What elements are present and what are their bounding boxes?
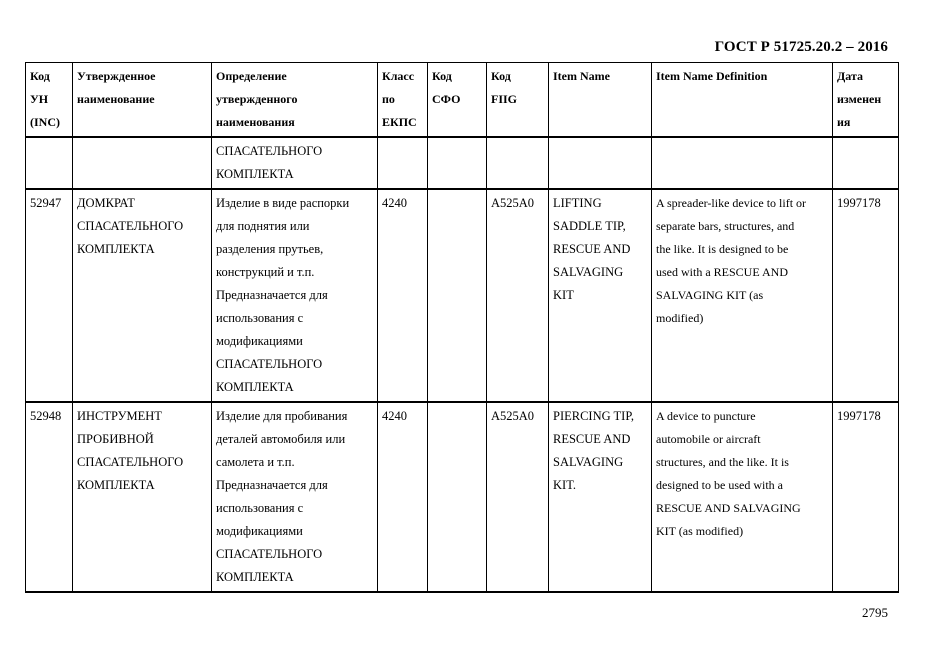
cell-item-name: LIFTING SADDLE TIP, RESCUE AND SALVAGING KIT xyxy=(549,189,652,402)
column-header-inc: Код УН (INC) xyxy=(26,63,73,138)
cell-approved-name: ДОМКРАТ СПАСАТЕЛЬНОГО КОМПЛЕКТА xyxy=(73,189,212,402)
column-header-approved-name: Утвержденное наименование xyxy=(73,63,212,138)
table-row xyxy=(26,189,899,402)
page-number: 2795 xyxy=(862,605,888,620)
cell-sfo xyxy=(428,402,487,592)
cell-item-name-definition: A device to puncture automobile or aircraft structures, and the like. It is designed to be used with a RESCUE AND SALVAGING KIT (as modified) xyxy=(652,402,833,592)
cell-inc: 52947 xyxy=(26,189,73,402)
cell-fiig: A525A0 xyxy=(487,402,549,592)
cell-date: 1997178 xyxy=(833,189,899,402)
cell-item-name-definition: A spreader-like device to lift or separate bars, structures, and the like. It is designed to be used with a RESCUE AND SALVAGING KIT (as modified) xyxy=(652,189,833,402)
document-header: ГОСТ Р 51725.20.2 – 2016 xyxy=(714,39,888,55)
cell-date: 1997178 xyxy=(833,402,899,592)
column-header-fiig: Код FIIG xyxy=(487,63,549,138)
cell-definition-ru: Изделие для пробивания деталей автомобиля или самолета и т.п. Предназначается для использования с модификациями СПАСАТЕЛЬНОГО КОМПЛЕКТА xyxy=(212,402,378,592)
column-header-sfo: Код СФО xyxy=(428,63,487,138)
table-row-continuation xyxy=(26,137,899,189)
cell-fiig: A525A0 xyxy=(487,189,549,402)
cell-inc: 52948 xyxy=(26,402,73,592)
column-header-date: Дата изменен ия xyxy=(833,63,899,138)
table-header-row xyxy=(26,63,899,138)
cell-class: 4240 xyxy=(378,402,428,592)
column-header-item-name-definition: Item Name Definition xyxy=(652,63,833,138)
cell-sfo xyxy=(428,189,487,402)
cell-definition-ru: Изделие в виде распорки для поднятия или разделения прутьев, конструкций и т.п. Предназначается для использования с модификациями СПАСАТЕЛЬНОГО КОМПЛЕКТА xyxy=(212,189,378,402)
cell-definition-ru: СПАСАТЕЛЬНОГО КОМПЛЕКТА xyxy=(212,137,378,189)
column-header-class: Класс по ЕКПС xyxy=(378,63,428,138)
classifier-table xyxy=(25,62,899,593)
cell-class: 4240 xyxy=(378,189,428,402)
column-header-definition-ru: Определение утвержденного наименования xyxy=(212,63,378,138)
cell-approved-name: ИНСТРУМЕНТ ПРОБИВНОЙ СПАСАТЕЛЬНОГО КОМПЛЕКТА xyxy=(73,402,212,592)
column-header-item-name: Item Name xyxy=(549,63,652,138)
table-row xyxy=(26,402,899,592)
cell-item-name: PIERCING TIP, RESCUE AND SALVAGING KIT. xyxy=(549,402,652,592)
